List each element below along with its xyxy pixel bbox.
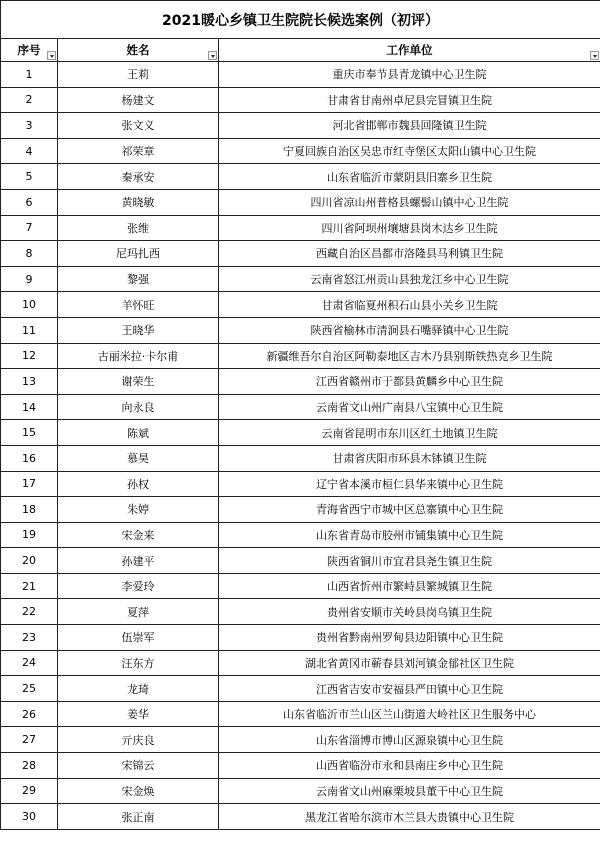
- cell-name: 姜华: [58, 701, 219, 727]
- header-name: [58, 39, 219, 62]
- cell-unit: 河北省邯郸市魏县回隆镇卫生院: [219, 113, 600, 139]
- cell-no: 22: [1, 599, 58, 625]
- cell-unit: 甘肃省临夏州积石山县小关乡卫生院: [219, 292, 600, 318]
- title-row: [1, 1, 600, 39]
- cell-unit: 云南省文山州广南县八宝镇中心卫生院: [219, 394, 600, 420]
- cell-no: 30: [1, 804, 58, 830]
- table-row: [1, 573, 600, 599]
- cell-no: 29: [1, 778, 58, 804]
- cell-unit: 江西省吉安市安福县严田镇中心卫生院: [219, 676, 600, 702]
- cell-no: 4: [1, 138, 58, 164]
- header-no: [1, 39, 58, 62]
- cell-name: 慕昊: [58, 445, 219, 471]
- cell-unit: 贵州省黔南州罗甸县边阳镇中心卫生院: [219, 625, 600, 651]
- cell-name: 汪东方: [58, 650, 219, 676]
- cell-unit: 黑龙江省哈尔滨市木兰县大贵镇中心卫生院: [219, 804, 600, 830]
- cell-no: 28: [1, 753, 58, 779]
- filter-dropdown-icon[interactable]: [590, 51, 599, 60]
- table-row: [1, 369, 600, 395]
- cell-no: 13: [1, 369, 58, 395]
- cell-unit: 陕西省铜川市宜君县尧生镇卫生院: [219, 548, 600, 574]
- cell-unit: 四川省凉山州普格县螺髻山镇中心卫生院: [219, 189, 600, 215]
- cell-name: 宋锦云: [58, 753, 219, 779]
- table-row: [1, 753, 600, 779]
- cell-no: 15: [1, 420, 58, 446]
- table-row: [1, 650, 600, 676]
- cell-no: 12: [1, 343, 58, 369]
- cell-name: 向永良: [58, 394, 219, 420]
- cell-name: 陈斌: [58, 420, 219, 446]
- table-row: [1, 317, 600, 343]
- filter-dropdown-icon[interactable]: [208, 51, 217, 60]
- cell-unit: 山东省淄博市博山区源泉镇中心卫生院: [219, 727, 600, 753]
- cell-name: 宋金焕: [58, 778, 219, 804]
- table-row: [1, 599, 600, 625]
- cell-unit: 山西省忻州市繁峙县繁城镇卫生院: [219, 573, 600, 599]
- table-row: [1, 548, 600, 574]
- cell-unit: 青海省西宁市城中区总寨镇中心卫生院: [219, 497, 600, 523]
- cell-name: 王晓华: [58, 317, 219, 343]
- header-name-label: 姓名: [126, 43, 150, 57]
- table-row: [1, 394, 600, 420]
- cell-no: 17: [1, 471, 58, 497]
- cell-no: 23: [1, 625, 58, 651]
- cell-unit: 云南省怒江州贡山县独龙江乡中心卫生院: [219, 266, 600, 292]
- cell-unit: 云南省昆明市东川区红土地镇卫生院: [219, 420, 600, 446]
- header-unit: [219, 39, 600, 62]
- cell-name: 张维: [58, 215, 219, 241]
- cell-unit: 宁夏回族自治区吴忠市红寺堡区太阳山镇中心卫生院: [219, 138, 600, 164]
- table-row: [1, 292, 600, 318]
- header-row: [1, 39, 600, 62]
- cell-unit: 山西省临汾市永和县南庄乡中心卫生院: [219, 753, 600, 779]
- table-row: [1, 343, 600, 369]
- table-row: [1, 676, 600, 702]
- cell-name: 杨建文: [58, 87, 219, 113]
- cell-name: 黄晓敏: [58, 189, 219, 215]
- cell-no: 19: [1, 522, 58, 548]
- table-row: [1, 804, 600, 830]
- cell-no: 1: [1, 62, 58, 88]
- table-row: [1, 445, 600, 471]
- cell-no: 11: [1, 317, 58, 343]
- cell-name: 羊怀旺: [58, 292, 219, 318]
- cell-no: 8: [1, 241, 58, 267]
- cell-unit: 江西省赣州市于都县黄麟乡中心卫生院: [219, 369, 600, 395]
- cell-unit: 新疆维吾尔自治区阿勒泰地区吉木乃县别斯铁热克乡卫生院: [219, 343, 600, 369]
- cell-no: 9: [1, 266, 58, 292]
- table-row: [1, 701, 600, 727]
- table-row: [1, 420, 600, 446]
- cell-unit: 西藏自治区昌都市洛隆县马利镇卫生院: [219, 241, 600, 267]
- table-row: [1, 471, 600, 497]
- cell-name: 朱婷: [58, 497, 219, 523]
- header-no-label: 序号: [17, 43, 41, 57]
- cell-no: 25: [1, 676, 58, 702]
- cell-unit: 山东省青岛市胶州市铺集镇中心卫生院: [219, 522, 600, 548]
- cell-name: 王莉: [58, 62, 219, 88]
- table-row: [1, 62, 600, 88]
- cell-name: 李爱玲: [58, 573, 219, 599]
- table-row: [1, 113, 600, 139]
- table-row: [1, 164, 600, 190]
- cell-no: 3: [1, 113, 58, 139]
- table-title: 2021暖心乡镇卫生院院长候选案例（初评）: [1, 1, 600, 39]
- table-row: [1, 522, 600, 548]
- cell-unit: 陕西省榆林市清涧县石嘴驿镇中心卫生院: [219, 317, 600, 343]
- table-row: [1, 241, 600, 267]
- table-row: [1, 266, 600, 292]
- cell-unit: 贵州省安顺市关岭县岗乌镇卫生院: [219, 599, 600, 625]
- cell-name: 龙琦: [58, 676, 219, 702]
- cell-no: 14: [1, 394, 58, 420]
- filter-dropdown-icon[interactable]: [47, 51, 56, 60]
- cell-name: 亓庆良: [58, 727, 219, 753]
- cell-name: 祁荣章: [58, 138, 219, 164]
- table-row: [1, 497, 600, 523]
- cell-unit: 甘肃省甘南州卓尼县完冒镇卫生院: [219, 87, 600, 113]
- cell-no: 6: [1, 189, 58, 215]
- cell-name: 张正南: [58, 804, 219, 830]
- cell-name: 谢荣生: [58, 369, 219, 395]
- cell-no: 2: [1, 87, 58, 113]
- table-row: [1, 138, 600, 164]
- cell-name: 古丽米拉·卡尔甫: [58, 343, 219, 369]
- cell-unit: 甘肃省庆阳市环县木钵镇卫生院: [219, 445, 600, 471]
- cell-name: 夏萍: [58, 599, 219, 625]
- cell-no: 16: [1, 445, 58, 471]
- cell-unit: 辽宁省本溪市桓仁县华来镇中心卫生院: [219, 471, 600, 497]
- cell-unit: 重庆市奉节县青龙镇中心卫生院: [219, 62, 600, 88]
- cell-name: 尼玛扎西: [58, 241, 219, 267]
- cell-no: 18: [1, 497, 58, 523]
- header-unit-label: 工作单位: [386, 43, 433, 57]
- cell-name: 宋金来: [58, 522, 219, 548]
- cell-unit: 山东省临沂市蒙阴县旧寨乡卫生院: [219, 164, 600, 190]
- cell-unit: 山东省临沂市兰山区兰山街道大岭社区卫生服务中心: [219, 701, 600, 727]
- table-row: [1, 625, 600, 651]
- cell-name: 孙建平: [58, 548, 219, 574]
- table-row: [1, 215, 600, 241]
- cell-no: 24: [1, 650, 58, 676]
- cell-unit: 云南省文山州麻栗坡县董干中心卫生院: [219, 778, 600, 804]
- cell-name: 孙权: [58, 471, 219, 497]
- cell-name: 张文义: [58, 113, 219, 139]
- table-body: [1, 62, 600, 830]
- cell-name: 黎强: [58, 266, 219, 292]
- cell-name: 伍崇军: [58, 625, 219, 651]
- table-row: [1, 778, 600, 804]
- cell-unit: 四川省阿坝州壤塘县岗木达乡卫生院: [219, 215, 600, 241]
- table-row: [1, 87, 600, 113]
- table-row: [1, 189, 600, 215]
- cell-unit: 湖北省黄冈市蕲春县刘河镇金郁社区卫生院: [219, 650, 600, 676]
- table-row: [1, 727, 600, 753]
- cell-name: 秦承安: [58, 164, 219, 190]
- cell-no: 21: [1, 573, 58, 599]
- cell-no: 5: [1, 164, 58, 190]
- cell-no: 27: [1, 727, 58, 753]
- cell-no: 7: [1, 215, 58, 241]
- cell-no: 26: [1, 701, 58, 727]
- cell-no: 20: [1, 548, 58, 574]
- cell-no: 10: [1, 292, 58, 318]
